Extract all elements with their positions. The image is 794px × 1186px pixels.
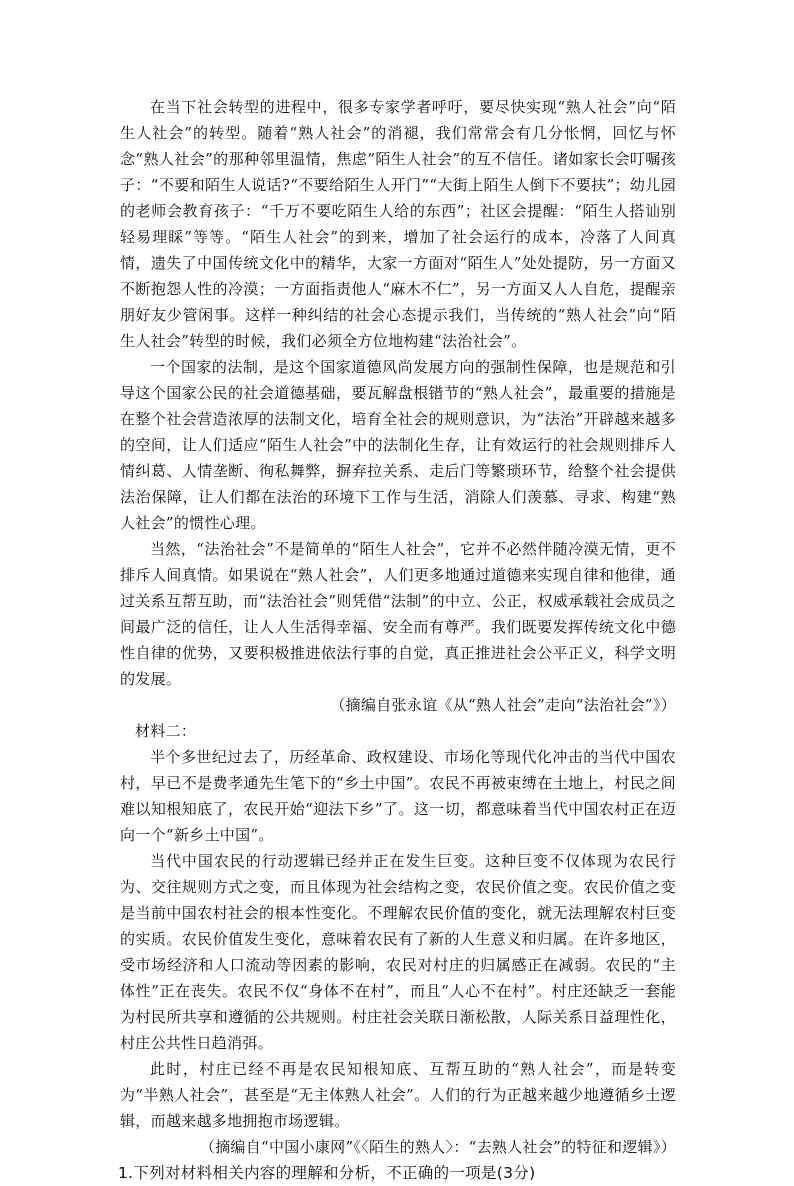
question-1: 1.下列对材料相关内容的理解和分析，不正确的一项是(3分) (118, 1164, 536, 1182)
paragraph-6: 此时，村庄已经不再是农民知根知底、互帮互助的“熟人社会”，而是转变为“半熟人社会”，甚至是“无主体熟人社会”。人们的行为正越来越少地遵循乡土逻辑，而越来越多地拥抱市场逻辑。 (120, 1060, 676, 1130)
document-body (120, 94, 676, 1186)
paragraph-3: 当然，“法治社会”不是简单的“陌生人社会”，它并不必然伴随冷漠无情，更不排斥人间真情。如果说在“熟人社会”，人们更多地通过道德来实现自律和他律，通过关系互帮互助，而“法治社会”则凭借“法制”的中立、公正，权威承载社会成员之间最广泛的信任，让人人生活得幸福、安全而有尊严。我们既要发挥传统文化中德性自律的优势，又要积极推进依法行事的自觉，真正推进社会公平正义，科学文明的发展。 (120, 540, 676, 688)
source-citation-2: （摘编自“中国小康网”《〈陌生的熟人〉：“去熟人社会”的特征和逻辑》） (199, 1138, 676, 1156)
paragraph-1: 在当下社会转型的进程中，很多专家学者呼吁，要尽快实现“熟人社会”向“陌生人社会”的转型。随着“熟人社会”的消褪，我们常常会有几分怅惘，回忆与怀念“熟人社会”的那种邻里温情，焦虑“陌生人社会”的互不信任。诸如家长会叮嘱孩子：“不要和陌生人说话?“不要给陌生人开门”“大街上陌生人倒下不要扶”；幼儿园的老师会教育孩子：“千万不要吃陌生人给的东西”；社区会提醒：“陌生人搭讪别轻易理睬”等等。“陌生人社会”的到来，增加了社会运行的成本，冷落了人间真情，遗失了中国传统文化中的精华，大家一方面对“陌生人”处处提防，另一方面又不断抱怨人性的冷漠；一方面指责他人“麻木不仁”，另一方面又人人自危，提醒亲朋好友少管闲事。这样一种纠结的社会心态提示我们，当传统的“熟人社会”向“陌生人社会”转型的时候，我们必须全方位地构建“法治社会”。 (120, 98, 676, 350)
paragraph-2: 一个国家的法制，是这个国家道德风尚发展方向的强制性保障，也是规范和引导这个国家公民的社会道德基础，要瓦解盘根错节的“熟人社会”，最重要的措施是在整个社会营造浓厚的法制文化，培育全社会的规则意识，为“法治”开辟越来越多的空间，让人们适应“陌生人社会”中的法制化生存，让有效运行的社会规则排斥人情纠葛、人情垄断、徇私舞弊，摒弃拉关系、走后门等繁琐环节，给整个社会提供法治保障，让人们都在法治的环境下工作与生活，消除人们羡慕、寻求、构建“熟人社会”的惯性心理。 (120, 358, 676, 532)
paragraph-4: 半个多世纪过去了，历经革命、政权建设、市场化等现代化冲击的当代中国农村，早已不是费孝通先生笔下的“乡土中国”。农民不再被束缚在土地上，村民之间难以知根知底了，农民开始“迎法下乡”了。这一切，都意味着当代中国农村正在迈向一个“新乡土中国”。 (120, 748, 676, 844)
material-two-label: 材料二： (135, 722, 197, 740)
paragraph-5: 当代中国农民的行动逻辑已经并正在发生巨变。这种巨变不仅体现为农民行为、交往规则方式之变，而且体现为社会结构之变，农民价值之变。农民价值之变是当前中国农村社会的根本性变化。不理解农民价值的变化，就无法理解农村巨变的实质。农民价值发生变化，意味着农民有了新的人生意义和归属。在许多地区，受市场经济和人口流动等因素的影响，农民对村庄的归属感正在减弱。农民的“主体性”正在丧失。农民不仅“身体不在村”，而且“人心不在村”。村庄还缺乏一套能为村民所共享和遵循的公共规则。村庄社会关联日渐松散，人际关系日益理性化，村庄公共性日趋消弭。 (120, 852, 676, 1052)
source-citation-1: （摘编自张永谊《从“熟人社会”走向“法治社会”》） (330, 696, 676, 714)
